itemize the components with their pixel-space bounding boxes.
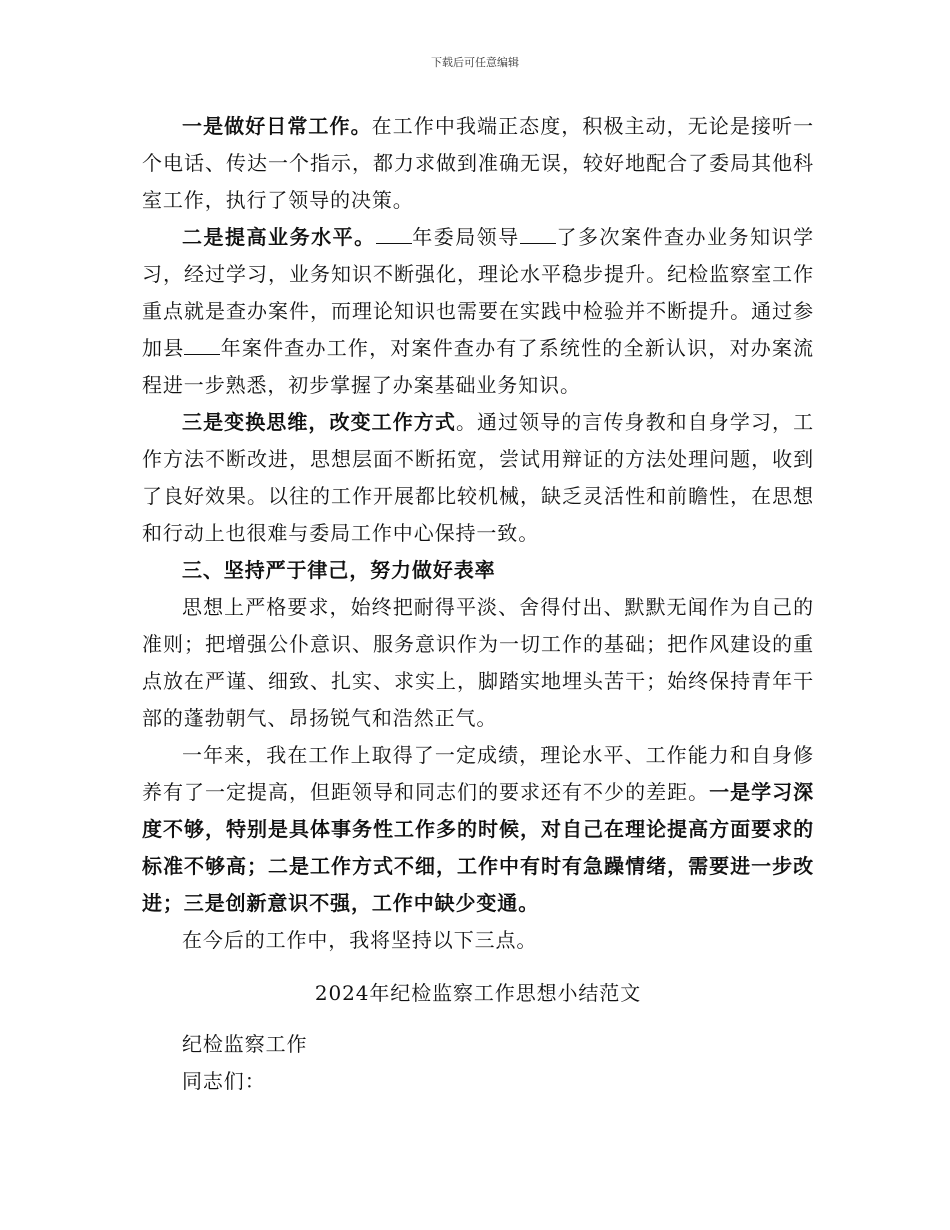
paragraph-text: 年案件查办工作，对案件查办有了系统性的全新认识，对办案流程进一步熟悉，初步掌握了办案基础业务知识。 [142,336,814,397]
blank-line [376,225,412,244]
paragraph-text: 。通过领导的言传身教和自身学习，工作方法不断改进，思想层面不断拓宽，尝试用辩证的方法处理问题，收到了良好效果。以往的工作开展都比较机械，缺乏灵活性和前瞻性，在思想和行动上也很难与委局工作中心保持一致。 [142,410,814,545]
paragraph-daily-work [142,108,814,219]
paragraph-text: 年委局领导 [411,225,520,249]
paragraph-text: 了多次案件查办业务知识学习，经过学习，业务知识不断强化，理论水平稳步提升。纪检监察室工作重点就是查办案件，而理论知识也需要在实践中检验并不断提升。通过参加县 [142,225,814,360]
paragraph-future-work: 在今后的工作中，我将坚持以下三点。 [182,928,538,952]
paragraph-text: 在工作中我端正态度，积极主动，无论是接听一个电话、传达一个指示，都力求做到准确无误，较好地配合了委局其他科室工作，执行了领导的决策。 [142,114,814,212]
paragraph-strict-requirements: 思想上严格要求，始终把耐得平淡、舍得付出、默默无闻作为自己的准则；把增强公仆意识、服务意识作为一切工作的基础；把作风建设的重点放在严谨、细致、扎实、求实上，脚踏实地埋头苦干；始终保持青年干部的蓬勃朝气、昂扬锐气和浩然正气。 [142,595,814,730]
paragraph-lead: 三是变换思维，改变工作方式 [182,410,456,434]
blank-line [184,336,220,355]
page-header: 下载后可任意编辑 [431,56,519,69]
closing-line-1: 纪检监察工作 [182,1032,308,1056]
section-heading: 三、坚持严于律己，努力做好表率 [182,558,496,582]
section-title: 2024年纪检监察工作思想小结范文 [314,981,642,1005]
paragraph-lead: 二是提高业务水平。 [182,225,376,249]
blank-line [520,225,556,244]
document-body [142,108,814,1100]
paragraph-business-level [142,219,814,404]
paragraph-text: 一年来，我在工作上取得了一定成绩，理论水平、工作能力和自身修养有了一定提高，但距领导和同志们的要求还有不少的差距。 [142,743,814,804]
paragraph-lead: 一是做好日常工作。 [182,114,372,138]
closing-line-2: 同志们： [182,1069,266,1093]
paragraph-shortcomings: 一是学习深度不够，特别是具体事务性工作多的时候，对自己在理论提高方面要求的标准不够高；二是工作方式不细，工作中有时有急躁情绪，需要进一步改进；三是创新意识不强，工作中缺少变通。 [142,780,814,915]
paragraph-change-thinking [142,404,814,552]
paragraph-year-summary [142,737,814,922]
